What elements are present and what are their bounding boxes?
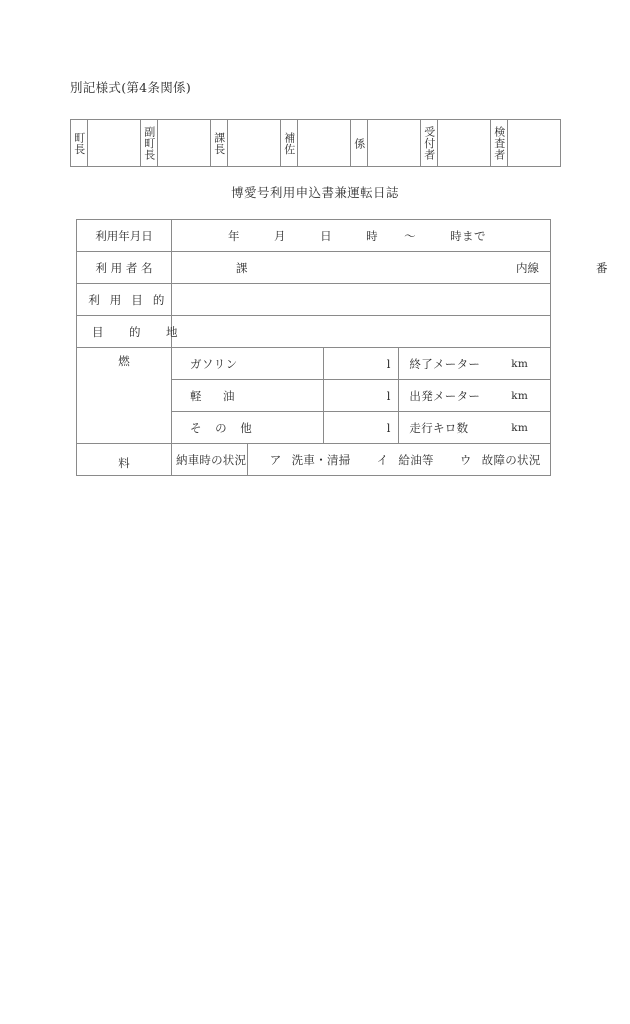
table-row-use-date [77, 220, 551, 252]
fuel-name-other: そ の 他 [172, 412, 324, 444]
stamp-box-assistant[interactable] [298, 120, 351, 167]
stamp-label-cell-section-chief [211, 120, 228, 167]
meter-name-end: 終了メーター [409, 356, 481, 371]
meter-name-distance: 走行キロ数 [409, 420, 469, 435]
condition-mark-i: イ [376, 452, 389, 467]
stamp-label-cell-assistant [281, 120, 298, 167]
table-row-purpose [77, 284, 551, 316]
meter-unit-end: km [511, 357, 528, 370]
use-date-hour-to: 時まで [450, 228, 486, 243]
stamp-label-mayor: 町長 [72, 131, 86, 155]
use-date-month: 月 [274, 228, 286, 243]
stamp-label-cell-inspector [491, 120, 508, 167]
meter-row-end[interactable] [399, 348, 551, 380]
stamp-label-cell-receptionist [421, 120, 438, 167]
stamp-box-inspector[interactable] [508, 120, 561, 167]
stamp-label-cell-clerk [351, 120, 368, 167]
fuel-unit-other: l [323, 412, 399, 444]
stamp-label-section-chief: 課長 [212, 131, 226, 155]
fuel-name-gasoline: ガソリン [172, 348, 324, 380]
stamp-box-clerk[interactable] [368, 120, 421, 167]
label-destination: 目 的 地 [77, 316, 172, 348]
fuel-unit-gasoline: l [323, 348, 399, 380]
use-date-day: 日 [320, 228, 332, 243]
condition-mark-a: ア [269, 452, 282, 467]
use-date-year: 年 [228, 228, 240, 243]
stamp-box-mayor[interactable] [88, 120, 141, 167]
value-user-name[interactable] [172, 252, 608, 284]
use-date-hour-from: 時 [366, 228, 378, 243]
stamp-box-deputy-mayor[interactable] [158, 120, 211, 167]
stamp-label-receptionist: 受付者 [422, 125, 436, 161]
page-title: 博愛号利用申込書兼運転日誌 [231, 185, 399, 200]
user-extension-label: 内線 [516, 260, 539, 275]
stamp-row [71, 120, 561, 167]
user-extension-number-unit: 番 [596, 260, 608, 275]
stamp-label-cell-deputy-mayor [141, 120, 158, 167]
stamp-box-receptionist[interactable] [438, 120, 491, 167]
stamp-box-section-chief[interactable] [228, 120, 281, 167]
stamp-label-inspector: 検査者 [492, 125, 506, 161]
label-fuel-top [77, 348, 172, 444]
meter-unit-distance: km [511, 421, 528, 434]
form-reference-heading: 別記様式(第4条関係) [70, 80, 192, 95]
fuel-side-label-top: 燃 [118, 353, 130, 368]
fuel-unit-diesel: l [323, 380, 399, 412]
meter-row-start[interactable] [399, 380, 551, 412]
meter-unit-start: km [511, 389, 528, 402]
label-delivery-condition: 納車時の状況 [172, 444, 248, 476]
condition-text-refuel: 給油等 [398, 452, 434, 467]
usage-application-table [76, 219, 608, 476]
value-delivery-condition[interactable] [247, 444, 550, 476]
stamp-label-cell-mayor [71, 120, 88, 167]
stamp-label-clerk: 係 [352, 137, 366, 149]
use-date-tilde: ～ [404, 228, 417, 243]
label-use-date: 利用年月日 [77, 220, 172, 252]
meter-name-start: 出発メーター [409, 388, 481, 403]
label-fuel-bottom [77, 444, 172, 476]
approval-stamp-table [70, 119, 561, 167]
stamp-label-assistant: 補佐 [282, 131, 296, 155]
table-row-fuel-gasoline [77, 348, 551, 380]
label-user-name: 利 用 者 名 [77, 252, 172, 284]
table-row-user-name [77, 252, 551, 284]
user-division-label: 課 [236, 260, 248, 275]
condition-text-malfunction: 故障の状況 [481, 452, 541, 467]
stamp-label-deputy-mayor: 副町長 [142, 125, 156, 161]
meter-row-distance[interactable] [399, 412, 551, 444]
fuel-side-label-bottom: 料 [118, 455, 130, 470]
table-row-delivery-condition [77, 444, 551, 476]
value-destination[interactable] [172, 316, 551, 348]
condition-text-wash: 洗車・清掃 [291, 452, 351, 467]
value-purpose[interactable] [172, 284, 551, 316]
fuel-name-diesel: 軽 油 [172, 380, 324, 412]
label-purpose: 利 用 目 的 [77, 284, 172, 316]
value-use-date[interactable] [172, 220, 551, 252]
condition-mark-u: ウ [459, 452, 472, 467]
